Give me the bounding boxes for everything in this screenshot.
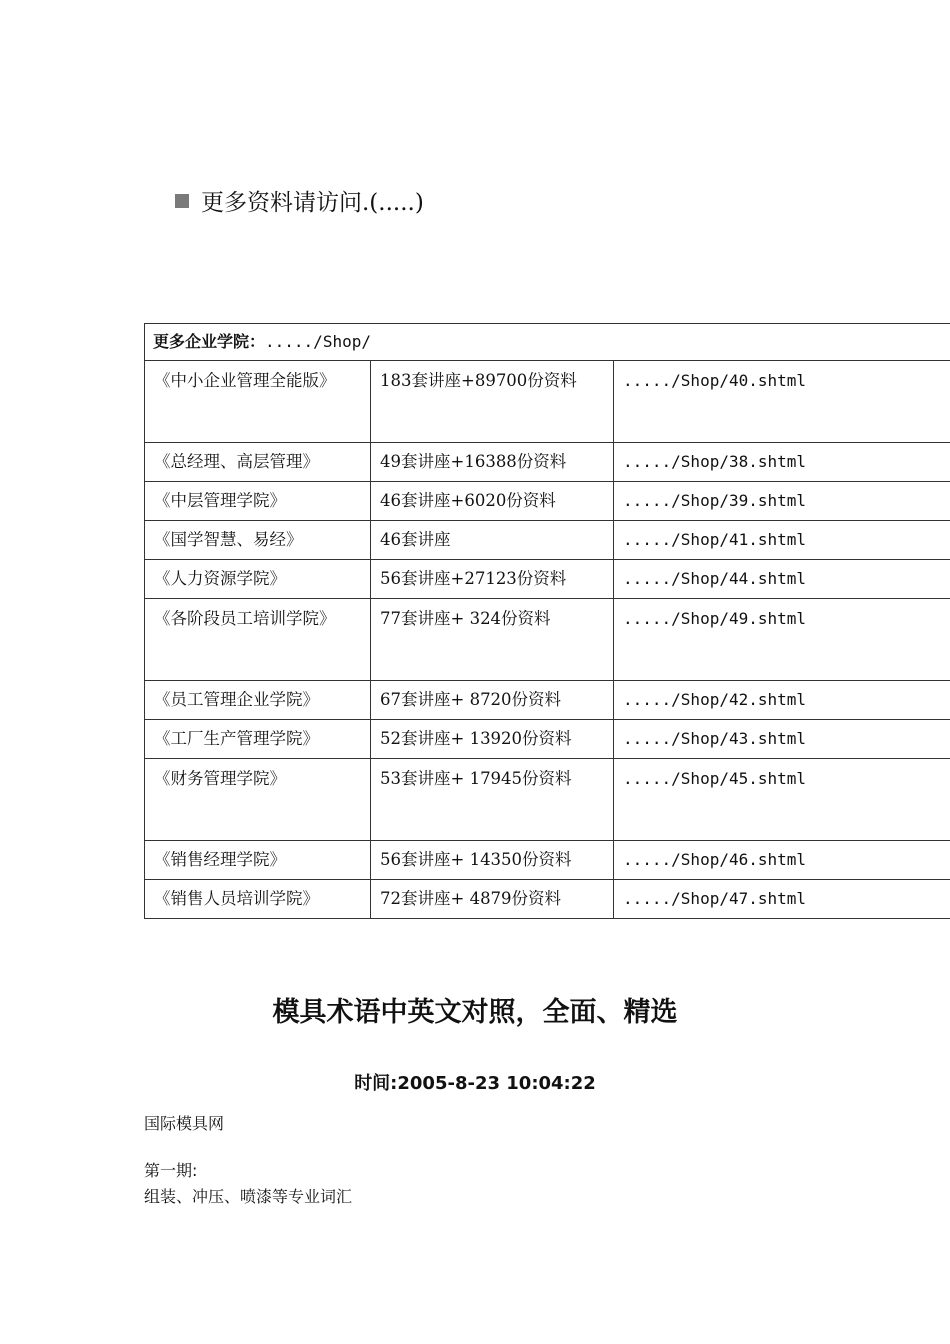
table-row — [145, 560, 950, 599]
header-path: ...../Shop/ — [265, 332, 371, 351]
academy-table — [144, 323, 950, 919]
course-name: 《总经理、高层管理》 — [145, 443, 371, 482]
course-name: 《中小企业管理全能版》 — [145, 361, 371, 443]
course-link[interactable]: ...../Shop/44.shtml — [614, 560, 950, 599]
course-content: 77套讲座+ 324份资料 — [371, 599, 614, 681]
course-name: 《国学智慧、易经》 — [145, 521, 371, 560]
course-content: 52套讲座+ 13920份资料 — [371, 720, 614, 759]
course-link[interactable]: ...../Shop/38.shtml — [614, 443, 950, 482]
table-header-cell — [145, 324, 950, 361]
article-subtitle: 组装、冲压、喷漆等专业词汇 — [144, 1187, 353, 1206]
course-name: 《中层管理学院》 — [145, 482, 371, 521]
course-content: 72套讲座+ 4879份资料 — [371, 880, 614, 919]
course-link[interactable]: ...../Shop/39.shtml — [614, 482, 950, 521]
course-name: 《工厂生产管理学院》 — [145, 720, 371, 759]
table-row — [145, 361, 950, 443]
table-row — [145, 482, 950, 521]
header-label: 更多企业学院： — [153, 332, 266, 351]
table-row — [145, 521, 950, 560]
course-link[interactable]: ...../Shop/40.shtml — [614, 361, 950, 443]
course-content: 46套讲座+6020份资料 — [371, 482, 614, 521]
course-content: 56套讲座+ 14350份资料 — [371, 841, 614, 880]
table-row — [145, 681, 950, 720]
course-content: 46套讲座 — [371, 521, 614, 560]
course-link[interactable]: ...../Shop/47.shtml — [614, 880, 950, 919]
course-name: 《员工管理企业学院》 — [145, 681, 371, 720]
course-content: 53套讲座+ 17945份资料 — [371, 759, 614, 841]
course-name: 《各阶段员工培训学院》 — [145, 599, 371, 681]
bullet-line — [175, 184, 424, 217]
course-link[interactable]: ...../Shop/43.shtml — [614, 720, 950, 759]
table-row — [145, 443, 950, 482]
table-row — [145, 880, 950, 919]
table-header-row — [145, 324, 950, 361]
course-name: 《人力资源学院》 — [145, 560, 371, 599]
course-link[interactable]: ...../Shop/45.shtml — [614, 759, 950, 841]
table-row — [145, 720, 950, 759]
course-content: 67套讲座+ 8720份资料 — [371, 681, 614, 720]
course-link[interactable]: ...../Shop/46.shtml — [614, 841, 950, 880]
article-issue: 第一期: — [144, 1161, 198, 1180]
article-title: 模具术语中英文对照，全面、精选 — [272, 997, 678, 1028]
course-link[interactable]: ...../Shop/42.shtml — [614, 681, 950, 720]
square-bullet-icon — [175, 194, 189, 208]
bullet-text: 更多资料请访问.(.....) — [201, 190, 424, 216]
course-name: 《销售经理学院》 — [145, 841, 371, 880]
table-row — [145, 599, 950, 681]
course-link[interactable]: ...../Shop/49.shtml — [614, 599, 950, 681]
course-name: 《财务管理学院》 — [145, 759, 371, 841]
table-row — [145, 841, 950, 880]
article-time: 时间:2005-8-23 10:04:22 — [354, 1073, 596, 1094]
course-name: 《销售人员培训学院》 — [145, 880, 371, 919]
course-content: 49套讲座+16388份资料 — [371, 443, 614, 482]
table-row — [145, 759, 950, 841]
course-link[interactable]: ...../Shop/41.shtml — [614, 521, 950, 560]
article-source: 国际模具网 — [144, 1114, 225, 1133]
course-content: 56套讲座+27123份资料 — [371, 560, 614, 599]
course-content: 183套讲座+89700份资料 — [371, 361, 614, 443]
